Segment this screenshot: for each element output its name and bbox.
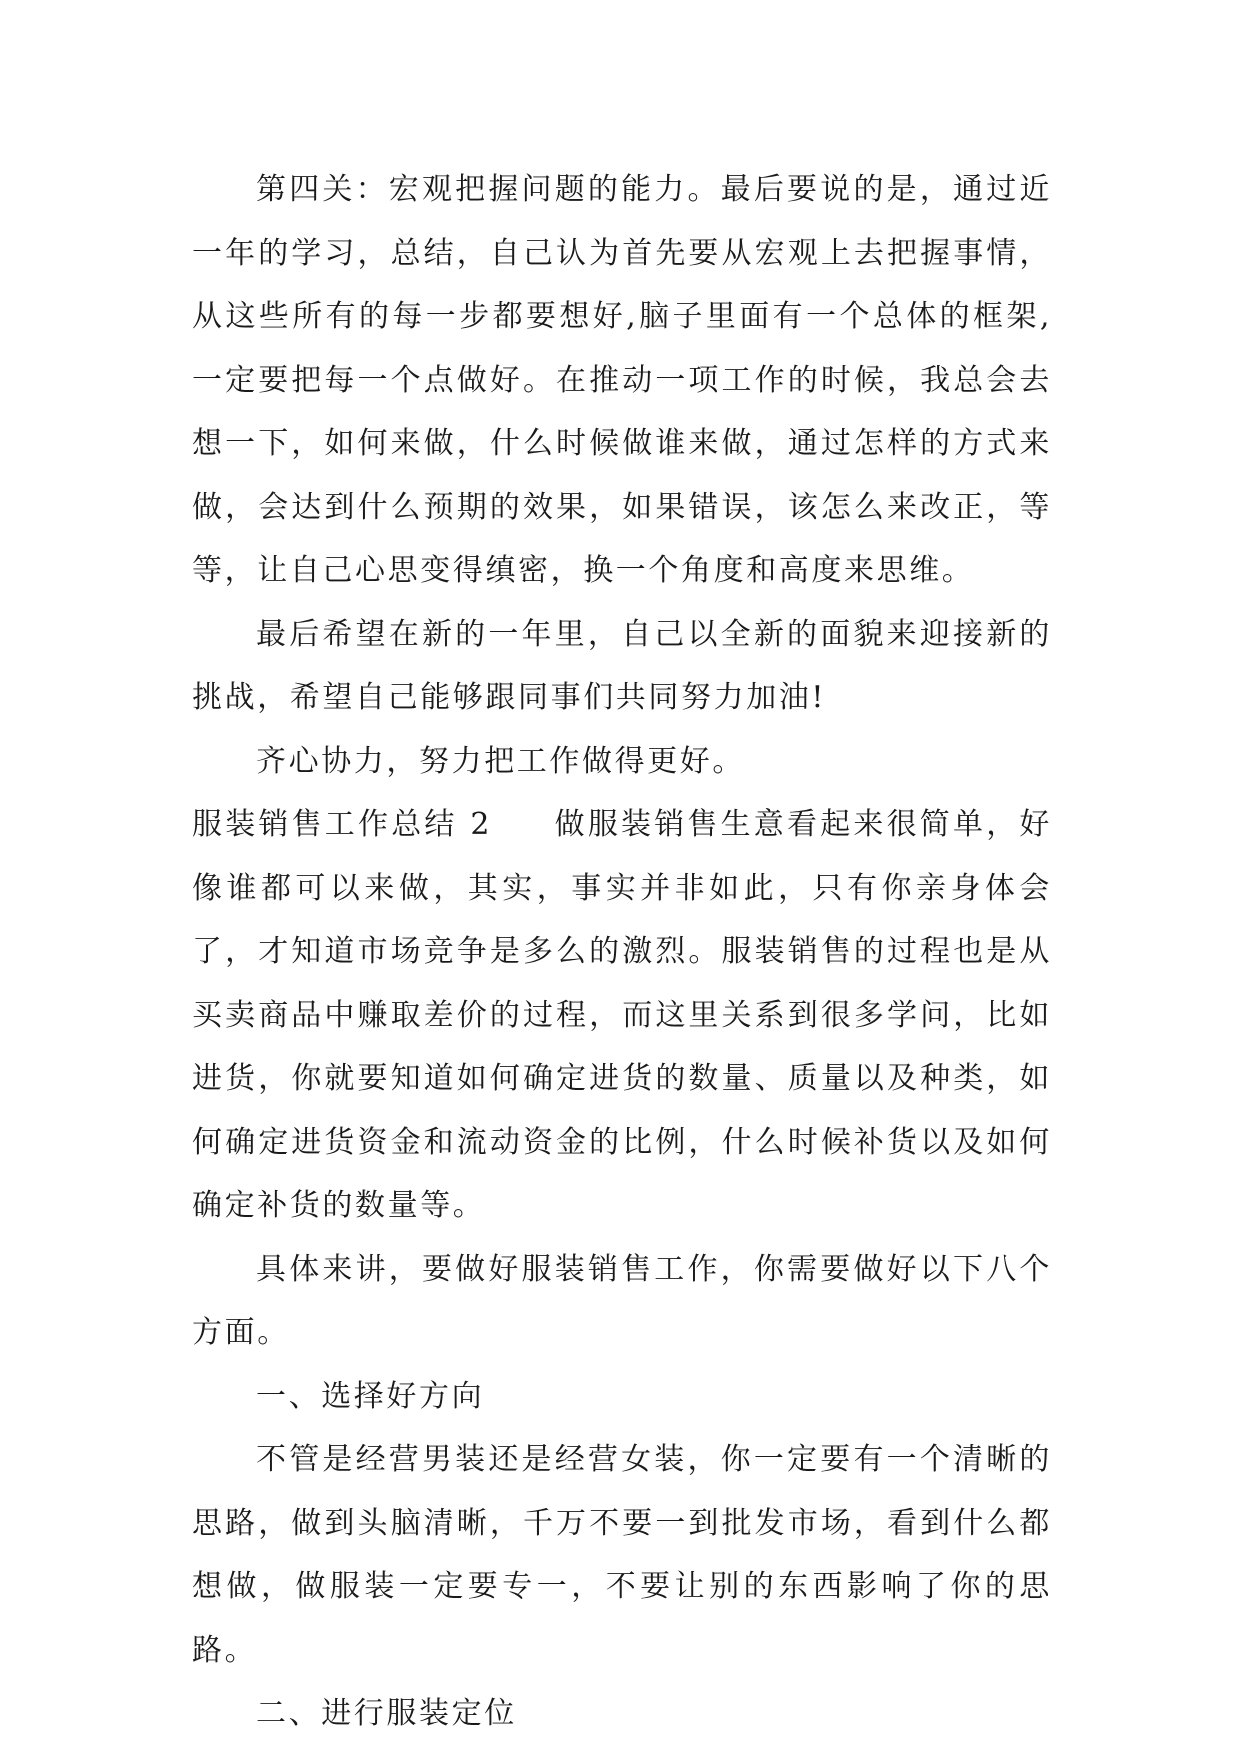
paragraph-sales-summary-2-text: 做服装销售生意看起来很简单，好像谁都可以来做，其实，事实并非如此，只有你亲身体会了，才知道市场竞争是多么的激烈。服装销售的过程也是从买卖商品中赚取差价的过程，而这里关系到很多学问，比如进货，你就要知道如何确定进货的数量、质量以及种类，如何确定进货资金和流动资金的比例，什么时候补货以及如何确定补货的数量等。 [192,807,1052,1223]
paragraph-new-year-hope: 最后希望在新的一年里，自己以全新的面貌来迎接新的挑战，希望自己能够跟同事们共同努力加油! [192,616,1052,715]
paragraph-unite-effort: 齐心协力，努力把工作做得更好。 [256,743,745,779]
document-body [192,158,1052,1746]
paragraph-sales-summary-2 [192,793,1052,1238]
paragraph-clear-thinking: 不管是经营男装还是经营女装，你一定要有一个清晰的思路，做到头脑清晰，千万不要一到批发市场，看到什么都想做，做服装一定要专一，不要让别的东西影响了你的思路。 [192,1442,1052,1668]
paragraph-macro-ability: 第四关：宏观把握问题的能力。最后要说的是，通过近一年的学习，总结，自己认为首先要从宏观上去把握事情，从这些所有的每一步都要想好,脑子里面有一个总体的框架,一定要把每一个点做好。在推动一项工作的时候，我总会去想一下，如何来做，什么时候做谁来做，通过怎样的方式来做，会达到什么预期的效果，如果错误，该怎么来改正，等等，让自己心思变得缜密，换一个角度和高度来思维。 [192,172,1052,588]
section-heading-sales-summary-2: 服装销售工作总结 2 [192,807,493,842]
paragraph-eight-aspects: 具体来讲，要做好服装销售工作，你需要做好以下八个方面。 [192,1251,1052,1350]
section-heading-clothing-positioning: 二、进行服装定位 [256,1696,517,1731]
section-heading-choose-direction: 一、选择好方向 [256,1378,485,1414]
